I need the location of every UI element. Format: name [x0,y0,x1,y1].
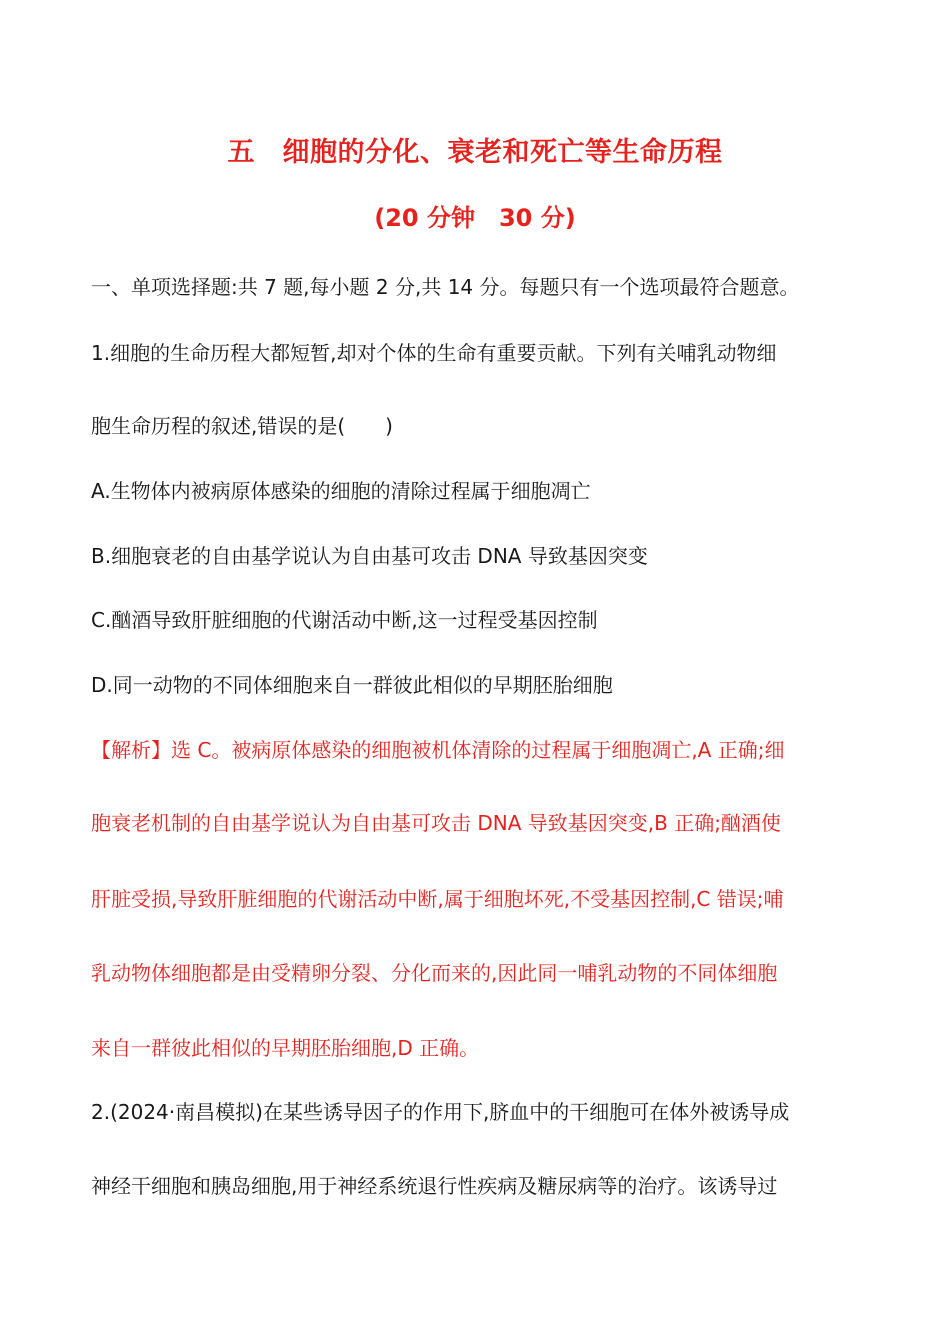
q2-stem-line-2: 神经干细胞和胰岛细胞,用于神经系统退行性疾病及糖尿病等的治疗。该诱导过 [91,1174,778,1198]
page-subtitle: (20 分钟 30 分) [374,204,576,232]
q1-stem-line-1: 1.细胞的生命历程大都短暂,却对个体的生命有重要贡献。下列有关哺乳动物细 [91,341,777,365]
q1-analysis-line-2: 胞衰老机制的自由基学说认为自由基可攻击 DNA 导致基因突变,B 正确;酗酒使 [91,811,781,835]
q2-stem-line-1: 2.(2024·南昌模拟)在某些诱导因子的作用下,脐血中的干细胞可在体外被诱导成 [91,1100,790,1124]
q1-analysis-line-1: 【解析】选 C。被病原体感染的细胞被机体清除的过程属于细胞凋亡,A 正确;细 [91,738,785,762]
section-heading: 一、单项选择题:共 7 题,每小题 2 分,共 14 分。每题只有一个选项最符合题意。 [91,275,800,299]
q1-analysis-line-4: 乳动物体细胞都是由受精卵分裂、分化而来的,因此同一哺乳动物的不同体细胞 [91,961,778,985]
q1-analysis-line-3: 肝脏受损,导致肝脏细胞的代谢活动中断,属于细胞坏死,不受基因控制,C 错误;哺 [91,887,784,911]
q1-option-a: A.生物体内被病原体感染的细胞的清除过程属于细胞凋亡 [91,479,591,503]
q1-analysis-line-5: 来自一群彼此相似的早期胚胎细胞,D 正确。 [91,1036,480,1060]
q1-option-c: C.酗酒导致肝脏细胞的代谢活动中断,这一过程受基因控制 [91,608,598,632]
q1-option-b: B.细胞衰老的自由基学说认为自由基可攻击 DNA 导致基因突变 [91,544,648,568]
q1-option-d: D.同一动物的不同体细胞来自一群彼此相似的早期胚胎细胞 [91,673,613,697]
page-title: 五 细胞的分化、衰老和死亡等生命历程 [227,137,723,168]
q1-stem-line-2: 胞生命历程的叙述,错误的是( ) [91,414,393,438]
